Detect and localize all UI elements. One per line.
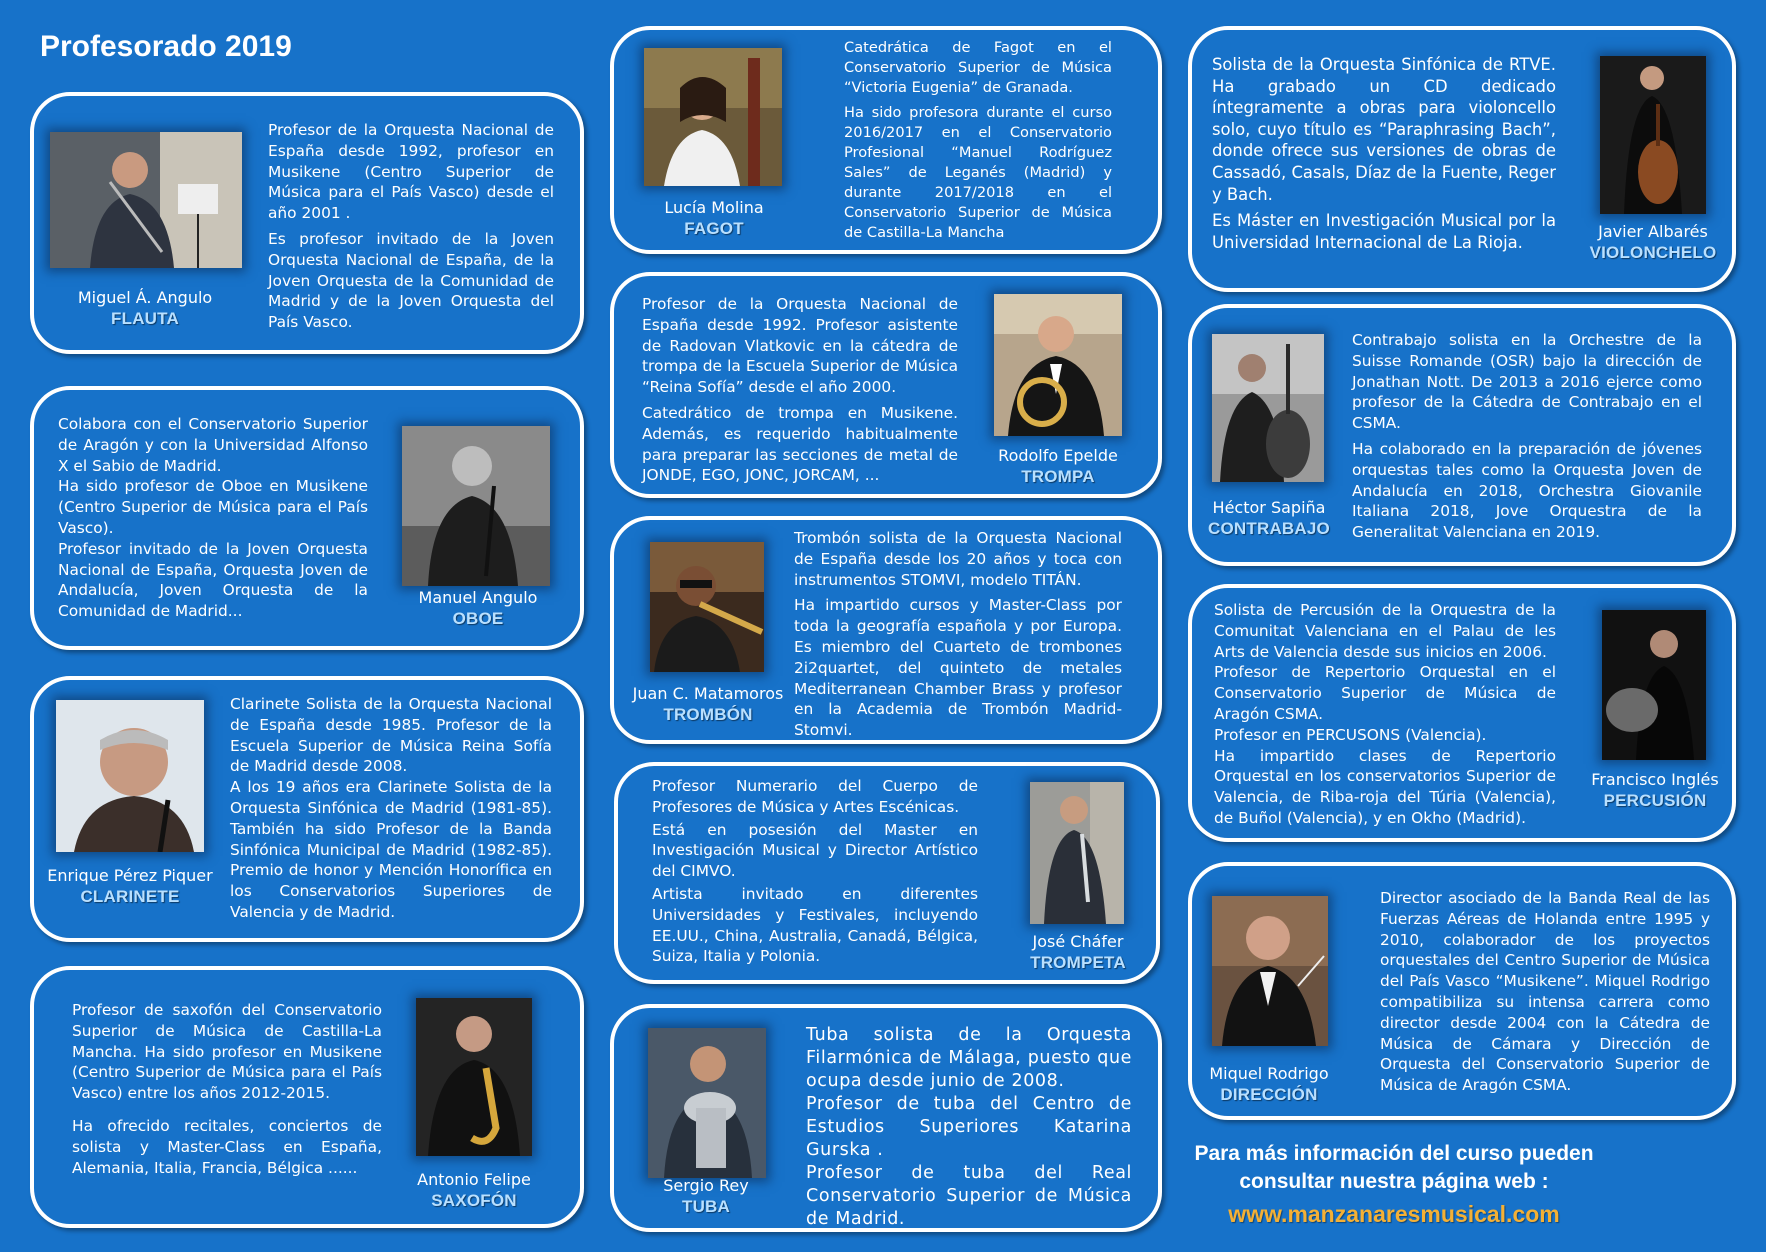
- bio-paragraph: Solista de Percusión de la Orquestra de la Comunitat Valenciana en el Palau de les Arts de Valencia desde sus inicios en 2006.: [1214, 601, 1556, 661]
- teacher-photo-saxofon: [416, 998, 532, 1156]
- bio-paragraph: Ha ofrecido recitales, conciertos de solista y Master-Class en España, Alemania, Italia, Francia, Bélgica ......: [72, 1116, 382, 1177]
- teacher-name: Juan C. Matamoros: [632, 684, 784, 703]
- teacher-photo-fagot: [644, 48, 782, 186]
- teacher-caption-clarinete: [40, 866, 220, 907]
- teacher-bio-contrabajo: [1352, 330, 1702, 548]
- teacher-bio-oboe: [58, 414, 368, 622]
- teacher-caption-trompa: [972, 446, 1144, 487]
- instrument-label: FLAUTA: [111, 309, 179, 328]
- bio-paragraph: Director asociado de la Banda Real de las Fuerzas Aéreas de Holanda entre 1995 y 2010, colaborador de los proyectos orquestales del Centro Superior de Música del País Vasco “Musikene”. Miquel Rodrigo compatibiliza su intensa carrera como director desde 2004 con la Cátedra de Música de Cámara y Dirección de Orquesta del Conservatorio Superior de Música de Aragón CSMA.: [1380, 889, 1710, 1095]
- teacher-photo-percusion: [1602, 610, 1706, 760]
- instrument-label: TROMPA: [1021, 467, 1095, 486]
- teacher-name: Héctor Sapiña: [1212, 498, 1326, 517]
- bio-paragraph: Colabora con el Conservatorio Superior de Aragón y con la Universidad Alfonso X el Sabio de Madrid.: [58, 415, 368, 475]
- teacher-name: Antonio Felipe: [417, 1170, 531, 1189]
- teacher-caption-contrabajo: [1194, 498, 1344, 539]
- teacher-name: Javier Albarés: [1598, 222, 1708, 241]
- teacher-bio-tuba: [806, 1024, 1132, 1231]
- teacher-photo-trombon: [650, 542, 764, 672]
- teacher-bio-trompeta: [652, 776, 978, 972]
- teacher-name: Lucía Molina: [664, 198, 764, 217]
- bio-paragraph: Profesor de tuba del Centro de Estudios Superiores Katarina Gurska .: [806, 1094, 1132, 1160]
- bio-paragraph: Solista de la Orquesta Sinfónica de RTVE. Ha grabado un CD dedicado íntegramente a obras para violoncello solo, cuyo título es “Paraphrasing Bach”, donde ofrece sus versiones de obras de Cassadó, Casals, Díaz de la Fuente, Reger y Bach.: [1212, 55, 1556, 204]
- bio-paragraph: Profesor de la Orquesta Nacional de España desde 1992, profesor en Musikene (Centro Superior de Música para el País Vasco) desde el año 2001 .: [268, 121, 554, 223]
- teacher-photo-direccion: [1212, 896, 1328, 1046]
- instrument-label: FAGOT: [684, 219, 744, 238]
- bio-paragraph: Ha colaborado en la preparación de jóvenes orquestas tales como la Orquesta Joven de Andalucía en 2018, Orchestra Giovanile Italiana 2018, Jove Orquestra de la Generalitat Valenciana en 2019.: [1352, 439, 1702, 542]
- bio-paragraph: Ha sido profesor de Oboe en Musikene (Centro Superior de Música para el País Vasco).: [58, 477, 368, 537]
- bio-paragraph: Profesor en PERCUSONS (Valencia).: [1214, 725, 1487, 744]
- teacher-name: Manuel Angulo: [418, 588, 538, 607]
- teacher-caption-percusion: [1580, 770, 1730, 811]
- instrument-label: CLARINETE: [80, 887, 180, 906]
- instrument-label: DIRECCIÓN: [1220, 1085, 1318, 1104]
- teacher-caption-fagot: [624, 198, 804, 239]
- teacher-bio-violonchelo: [1212, 54, 1556, 258]
- teacher-photo-violonchelo: [1600, 56, 1706, 214]
- bio-paragraph: Ha sido profesora durante el curso 2016/2017 en el Conservatorio Profesional “Manuel Rodríguez Sales” de Leganés (Madrid) y durante 2017/2018 en el Conservatorio Superior de Música de Castilla-La Mancha: [844, 104, 1112, 241]
- bio-paragraph: Profesor invitado de la Joven Orquesta Nacional de España, Orquesta Joven de Andalucía, Joven Orquesta de la Comunidad de Madrid...: [58, 539, 368, 621]
- teacher-name: José Cháfer: [1032, 932, 1124, 951]
- teacher-bio-percusion: [1214, 600, 1556, 829]
- teacher-caption-flauta: [40, 288, 250, 329]
- teacher-name: Miguel Á. Angulo: [77, 288, 213, 307]
- bio-paragraph: Es profesor invitado de la Joven Orquesta Nacional de España, de la Joven Orquesta de la Comunidad de Madrid y de la Joven Orquesta del País Vasco.: [268, 229, 554, 332]
- teacher-caption-tuba: [626, 1176, 786, 1217]
- teacher-photo-oboe: [402, 426, 550, 586]
- bio-paragraph: Clarinete Solista de la Orquesta Nacional de España desde 1985. Profesor de la Escuela Superior de Música Reina Sofía de Madrid desde 2008.: [230, 695, 552, 776]
- teacher-bio-trombon: [794, 528, 1122, 746]
- teacher-name: Miquel Rodrigo: [1209, 1064, 1329, 1083]
- teacher-photo-flauta: [50, 132, 242, 268]
- teacher-name: Rodolfo Epelde: [998, 446, 1118, 465]
- teacher-photo-trompa: [994, 294, 1122, 436]
- teacher-bio-trompa: [642, 294, 958, 491]
- instrument-label: SAXOFÓN: [431, 1191, 517, 1210]
- bio-paragraph: Catedrático de trompa en Musikene. Además, es requerido habitualmente para preparar las secciones de metal de JONDE, EGO, JONC, JORCAM, ...: [642, 403, 958, 485]
- teacher-bio-fagot: [844, 38, 1112, 248]
- teacher-bio-saxofon: [72, 1000, 382, 1183]
- teacher-bio-flauta: [268, 120, 554, 338]
- teacher-caption-violonchelo: [1580, 222, 1726, 263]
- footer-info: [1184, 1140, 1604, 1228]
- bio-paragraph: Tuba solista de la Orquesta Filarmónica de Málaga, puesto que ocupa desde junio de 2008.: [806, 1025, 1132, 1091]
- teacher-caption-direccion: [1194, 1064, 1344, 1105]
- teacher-photo-trompeta: [1030, 782, 1124, 924]
- teacher-caption-oboe: [386, 588, 570, 629]
- bio-paragraph: Profesor de Repertorio Orquestal en el Conservatorio Superior de Música de Aragón CSMA.: [1214, 663, 1556, 723]
- teacher-photo-contrabajo: [1212, 334, 1324, 482]
- teacher-name: Enrique Pérez Piquer: [47, 866, 213, 885]
- bio-paragraph: Es Máster en Investigación Musical por la Universidad Internacional de La Rioja.: [1212, 211, 1556, 252]
- footer-text: Para más información del curso pueden consultar nuestra página web :: [1194, 1142, 1594, 1193]
- bio-paragraph: Profesor de la Orquesta Nacional de España desde 1992. Profesor asistente de Radovan Vlatkovic en la cátedra de trompa de la Escuela Superior de Música “Reina Sofía” desde el año 2000.: [642, 295, 958, 397]
- website-link[interactable]: www.manzanaresmusical.com: [1228, 1201, 1560, 1227]
- teacher-caption-saxofon: [392, 1170, 556, 1211]
- bio-paragraph: A los 19 años era Clarinete Solista de la Orquesta Sinfónica de Madrid (1981-85). También ha sido Profesor de la Banda Sinfónica Municipal de Madrid (1982-85). Premio de honor y Mención Honorífica en los Conservatorios Superiores de Valencia y de Madrid.: [230, 778, 552, 921]
- instrument-label: VIOLONCHELO: [1589, 243, 1717, 262]
- teacher-bio-clarinete: [230, 694, 552, 923]
- instrument-label: TUBA: [681, 1197, 730, 1216]
- bio-paragraph: Catedrática de Fagot en el Conservatorio Superior de Música “Victoria Eugenia” de Granada.: [844, 39, 1112, 96]
- teacher-name: Sergio Rey: [663, 1176, 749, 1195]
- teacher-caption-trombon: [616, 684, 800, 725]
- page-title: Profesorado 2019: [40, 30, 292, 63]
- teacher-caption-trompeta: [1000, 932, 1156, 973]
- bio-paragraph: Artista invitado en diferentes Universidades y Festivales, incluyendo EE.UU., China, Australia, Canadá, Bélgica, Suiza, Italia y Polonia.: [652, 884, 978, 966]
- bio-paragraph: Profesor de saxofón del Conservatorio Superior de Música de Castilla-La Mancha. Ha sido profesor en Musikene (Centro Superior de Música para el País Vasco) entre los años 2012-2015.: [72, 1001, 382, 1103]
- instrument-label: OBOE: [452, 609, 504, 628]
- teacher-name: Francisco Inglés: [1591, 770, 1719, 789]
- bio-paragraph: Está en posesión del Master en Investigación Musical y Director Artístico del CIMVO.: [652, 820, 978, 881]
- teacher-photo-tuba: [648, 1028, 766, 1178]
- bio-paragraph: Ha impartido cursos y Master-Class por toda la geografía española y por Europa. Es miembro del Cuarteto de trombones 2i2quartet, del quinteto de metales Mediterranean Chamber Brass y profesor en la Academia de Trombón Madrid-Stomvi.: [794, 596, 1122, 740]
- teacher-bio-direccion: [1380, 888, 1710, 1101]
- bio-paragraph: Trombón solista de la Orquesta Nacional de España desde los 20 años y toca con instrumentos STOMVI, modelo TITÁN.: [794, 529, 1122, 589]
- bio-paragraph: Contrabajo solista en la Orchestre de la Suisse Romande (OSR) bajo la dirección de Jonathan Nott. De 2013 a 2016 ejerce como profesor de la Cátedra de Contrabajo en el CSMA.: [1352, 331, 1702, 433]
- bio-paragraph: Profesor de tuba del Real Conservatorio Superior de Música de Madrid.: [806, 1163, 1132, 1229]
- instrument-label: CONTRABAJO: [1208, 519, 1330, 538]
- instrument-label: TROMBÓN: [663, 705, 753, 724]
- bio-paragraph: Ha impartido clases de Repertorio Orquestal en los conservatorios Superior de Valencia, de Riba-roja del Túria (Valencia), de Buñol (Valencia), y en Okho (Madrid).: [1214, 746, 1556, 827]
- instrument-label: PERCUSIÓN: [1603, 791, 1707, 810]
- bio-paragraph: Profesor Numerario del Cuerpo de Profesores de Música y Artes Escénicas.: [652, 777, 978, 816]
- teacher-photo-clarinete: [56, 700, 204, 852]
- instrument-label: TROMPETA: [1030, 953, 1126, 972]
